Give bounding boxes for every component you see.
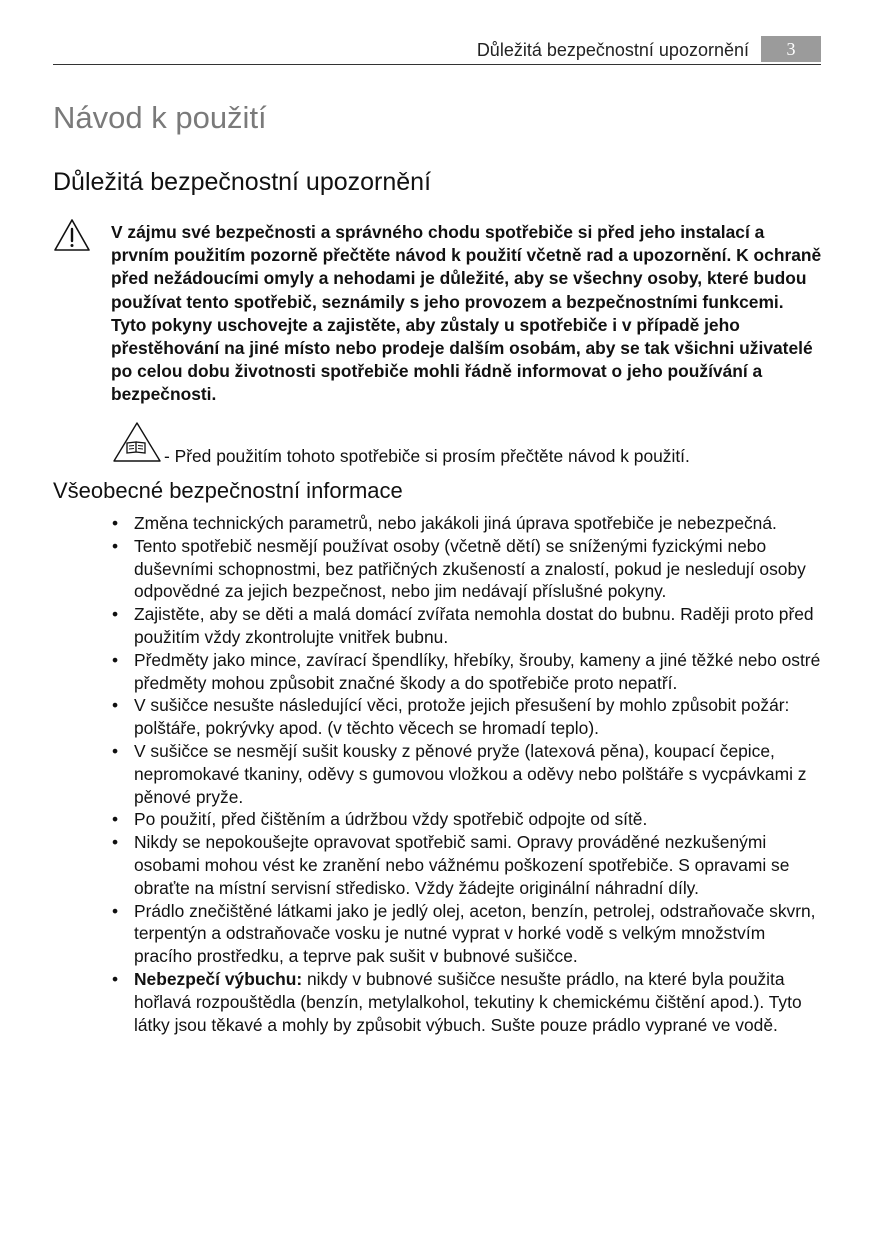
list-item: • Prádlo znečištěné látkami jako je jedlý olej, aceton, benzín, petrolej, odstraňovače skvrn, terpentýn a odstraňovače vosku je nutné vyprat v horké vodě s velkým množstvím pracího prostředku, a teprve pak sušit v bubnové sušičce. — [112, 900, 822, 968]
read-manual-icon — [112, 421, 162, 463]
list-item: • Změna technických parametrů, nebo jakákoli jiná úprava spotřebiče je nebezpečná. — [112, 512, 822, 535]
header-title: Důležitá bezpečnostní upozornění — [476, 40, 749, 60]
list-item: • Zajistěte, aby se děti a malá domácí zvířata nemohla dostat do bubnu. Raději proto před použitím vždy zkontrolujte vnitřek bubnu. — [112, 603, 822, 649]
running-header — [53, 36, 821, 65]
list-item: • Předměty jako mince, zavírací špendlíky, hřebíky, šrouby, kameny a jiné těžké nebo ostré předměty mohou způsobit značné škody a do spotřebiče proto nepatří. — [112, 649, 822, 695]
list-item: • V sušičce se nesmějí sušit kousky z pěnové pryže (latexová pěna), koupací čepice, nepromokavé tkaniny, oděvy s gumovou vložkou a oděvy nebo polštáře s vycpávkami z pěnové pryže. — [112, 740, 822, 808]
section-heading: Důležitá bezpečnostní upozornění — [53, 168, 432, 196]
general-safety-heading: Všeobecné bezpečnostní informace — [53, 478, 403, 503]
page-number: 3 — [761, 36, 821, 62]
explosion-warning-label: Nebezpečí výbuchu: — [134, 968, 303, 989]
safety-warning-text: V zájmu své bezpečnosti a správného chodu spotřebiče si před jeho instalací a prvním použitím pozorně přečtěte návod k použití včetně rad a upozornění. K ochraně před nežádoucími omyly a nehodami je důležité, aby se všechny osoby, které budou používat tento spotřebič, seznámily s jeho provozem a bezpečnostními funkcemi. Tyto pokyny uschovejte a zajistěte, aby zůstaly u spotřebiče i v případě jeho přestěhování na jiné místo nebo prodeje dalším osobám, aby se tak všichni uživatelé po celou dobu životnosti spotřebiče mohli řádně informovat o jeho používání a bezpečnosti. — [111, 222, 822, 405]
list-item: • Nikdy se nepokoušejte opravovat spotřebič sami. Opravy prováděné nezkušenými osobami mohou vést ke zranění nebo vážnému poškození spotřebiče. S opravami se obraťte na místní servisní středisko. Vždy žádejte originální náhradní díly. — [112, 831, 822, 899]
list-item: • Po použití, před čištěním a údržbou vždy spotřebič odpojte od sítě. — [112, 808, 822, 831]
list-item-explosion-warning — [112, 968, 822, 1036]
warning-triangle-icon — [53, 218, 91, 252]
explosion-warning-text: nikdy v bubnové sušičce nesušte prádlo, na které byla použita hořlavá rozpouštědla (benzín, metylalkohol, tekutiny k chemickému čištění apod.). Tyto látky jsou těkavé a mohly by způsobit výbuch. Sušte pouze prádlo vyprané ve vodě. — [134, 968, 802, 1035]
read-manual-note: - Před použitím tohoto spotřebiče si prosím přečtěte návod k použití. — [164, 446, 690, 466]
general-safety-list — [112, 512, 822, 1036]
list-item: • Tento spotřebič nesmějí používat osoby (včetně dětí) se sníženými fyzickými nebo duševními schopnostmi, bez patřičných zkušeností a znalostí, pokud je nesledují osoby odpovědné za jejich bezpečnost, nebo jim nedávají příslušné pokyny. — [112, 535, 822, 603]
list-item: • V sušičce nesušte následující věci, protože jejich přesušení by mohlo způsobit požár: polštáře, pokrývky apod. (v těchto věcech se hromadí teplo). — [112, 694, 822, 740]
document-title: Návod k použití — [53, 100, 267, 135]
